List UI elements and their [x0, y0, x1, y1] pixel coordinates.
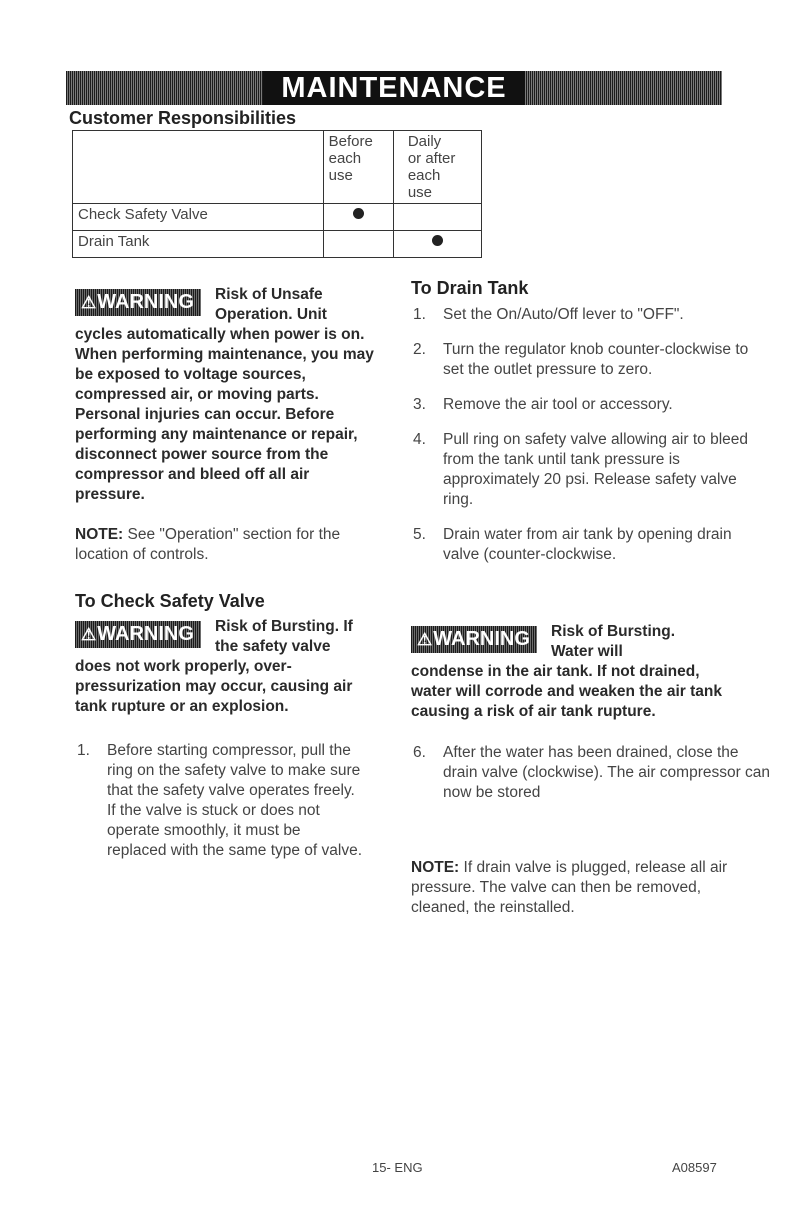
warning-triangle-icon: ⚠	[81, 293, 97, 312]
warning-bursting-valve	[75, 617, 375, 717]
list-item: 4. Pull ring on safety valve allowing air to bleed from the tank until tank pressure is approximately 20 psi. Release safety valve ring.	[413, 431, 749, 508]
drain-tank-title: To Drain Tank	[411, 278, 529, 298]
row-label-check-safety-valve: Check Safety Valve	[73, 204, 324, 231]
warning-triangle-icon: ⚠	[81, 625, 97, 644]
check-valve-steps	[77, 741, 363, 876]
list-item: 5. Drain water from air tank by opening drain valve (counter-clockwise.	[413, 526, 732, 563]
mark-cell	[323, 231, 393, 258]
warning-badge: ⚠WARNING	[411, 626, 537, 653]
warning-body: condense in the air tank. If not drained, water will corrode and weaken the air tank causing a risk of air tank rupture.	[411, 663, 722, 720]
warning-unsafe-operation	[75, 285, 375, 505]
filled-dot-icon	[432, 235, 443, 246]
table-row	[73, 204, 482, 231]
drain-tank-steps-continued	[413, 743, 773, 818]
warning-badge: ⚠WARNING	[75, 621, 201, 648]
mark-cell	[393, 204, 481, 231]
note-text: If drain valve is plugged, release all air pressure. The valve can then be removed, cleaned, the reinstalled.	[411, 859, 728, 916]
note-controls	[75, 525, 375, 565]
table-header-row	[73, 131, 482, 204]
note-label: NOTE:	[411, 859, 460, 876]
warning-bursting-water	[411, 622, 741, 722]
list-item: 2. Turn the regulator knob counter-clockwise to set the outlet pressure to zero.	[413, 341, 749, 378]
warning-body: cycles automatically when power is on. When performing maintenance, you may be exposed to voltage sources, compressed air, or moving parts. Personal injuries can occur. Before performing any maintenance or repair, disconnect power source from the compressor and bleed off all air pressure.	[75, 326, 374, 503]
row-label-drain-tank: Drain Tank	[73, 231, 324, 258]
section-banner	[66, 71, 722, 105]
warning-triangle-icon: ⚠	[417, 630, 433, 649]
list-item: 1. Set the On/Auto/Off lever to "OFF".	[413, 306, 684, 323]
warning-body: does not work properly, over-pressurization may occur, causing air tank rupture or an explosion.	[75, 658, 353, 715]
note-text: See "Operation" section for the location of controls.	[75, 526, 341, 563]
table-corner-cell	[73, 131, 324, 204]
page-number: 15- ENG	[372, 1160, 423, 1175]
filled-dot-icon	[353, 208, 364, 219]
warning-headline: Risk of Bursting. Water will	[551, 623, 676, 660]
warning-badge: ⚠WARNING	[75, 289, 201, 316]
check-valve-title: To Check Safety Valve	[75, 591, 265, 611]
responsibilities-table	[72, 130, 482, 258]
column-header-before-each-use: Before each use	[323, 131, 393, 204]
warning-headline: Risk of Bursting. If the safety valve	[215, 618, 353, 655]
column-header-daily: Daily or after each use	[393, 131, 481, 204]
list-item: 1. Before starting compressor, pull the ring on the safety valve to make sure that the safety valve operates freely. If the valve is stuck or does not operate smoothly, it must be replaced with the same type of valve.	[77, 742, 363, 859]
list-item: 3. Remove the air tool or accessory.	[413, 396, 673, 413]
note-drain-valve	[411, 858, 741, 918]
warning-headline: Risk of Unsafe Operation. Unit	[215, 286, 327, 323]
document-code: A08597	[672, 1160, 717, 1175]
mark-cell	[393, 231, 481, 258]
drain-tank-steps	[413, 305, 753, 580]
note-label: NOTE:	[75, 526, 124, 543]
mark-cell	[323, 204, 393, 231]
table-row	[73, 231, 482, 258]
banner-title: MAINTENANCE	[263, 71, 524, 105]
list-item: 6. After the water has been drained, close the drain valve (clockwise). The air compressor can now be stored	[413, 744, 771, 801]
responsibilities-title: Customer Responsibilities	[69, 108, 297, 128]
